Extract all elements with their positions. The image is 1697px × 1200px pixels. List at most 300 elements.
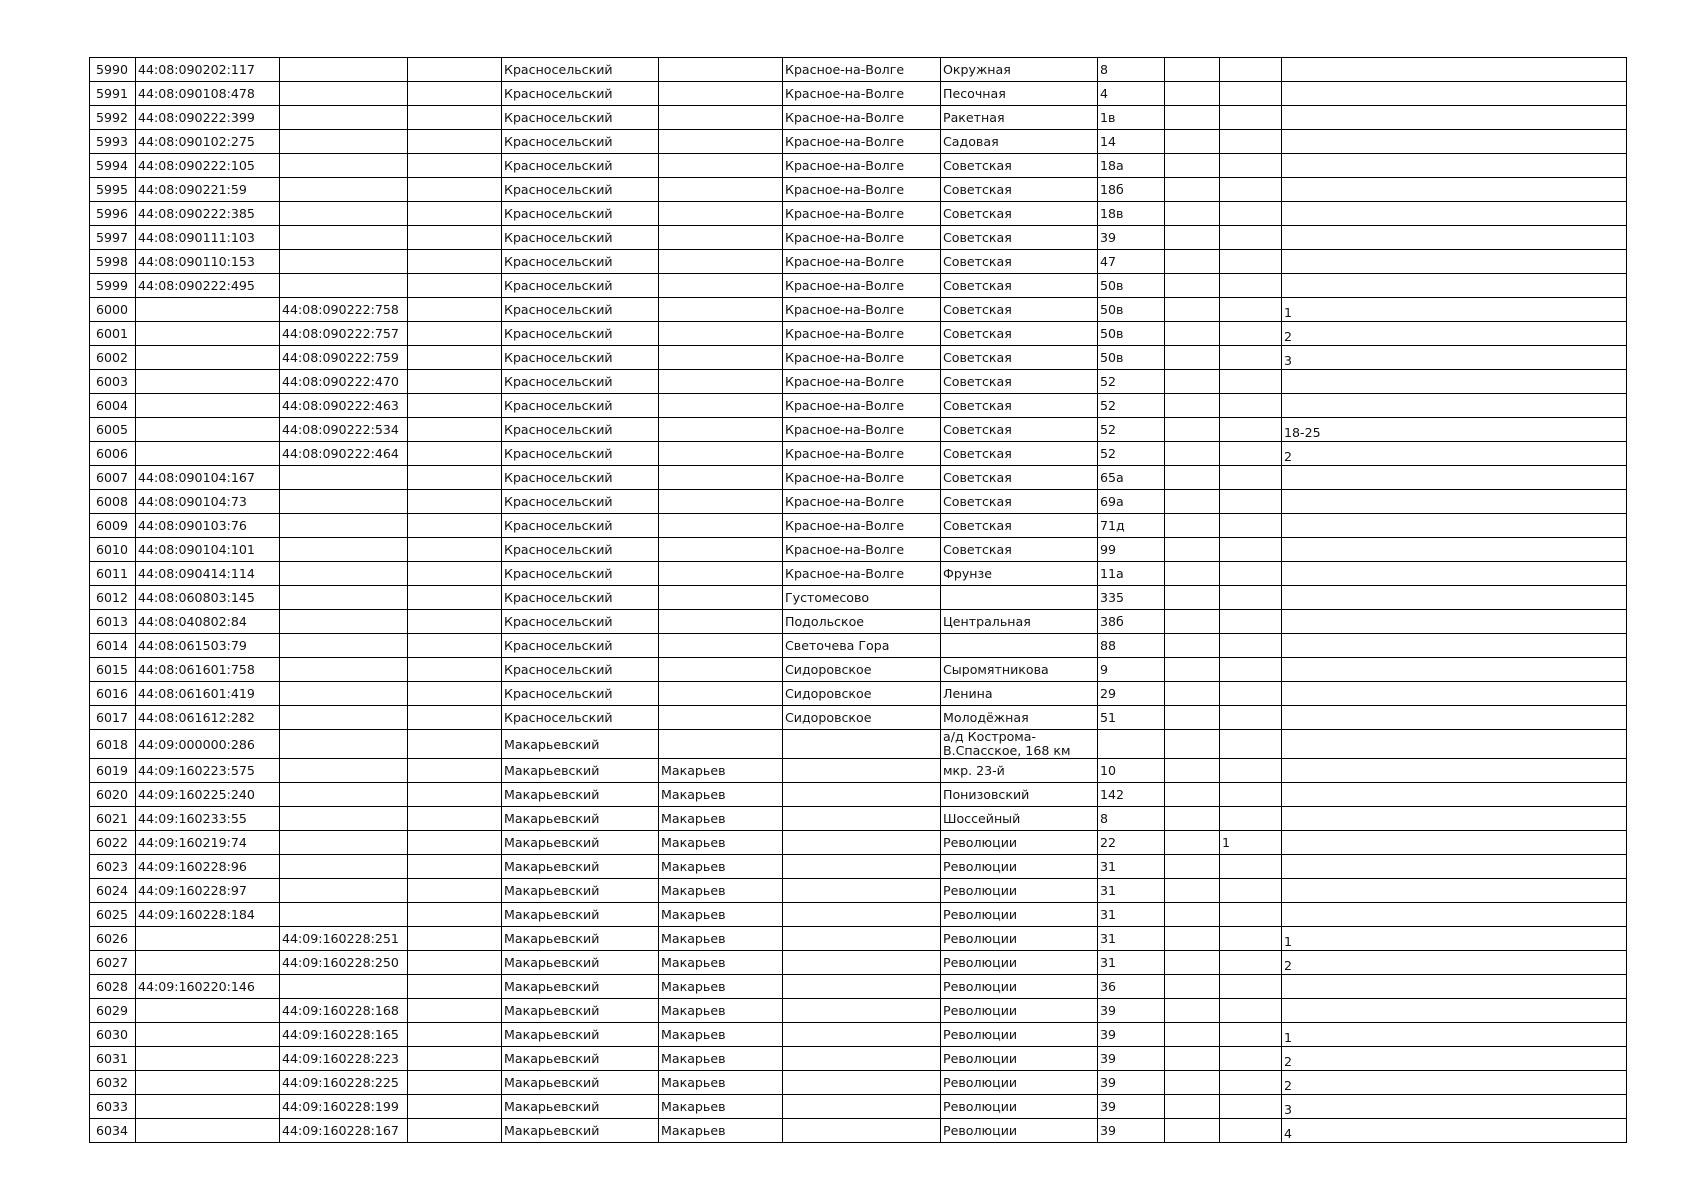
parent-cadastral-number: 44:08:090222:470 [280, 370, 408, 394]
locality-cell: Красное-на-Волге [783, 202, 941, 226]
row-number: 6003 [90, 370, 136, 394]
locality-cell: Красное-на-Волге [783, 178, 941, 202]
extra-cell [1282, 82, 1627, 106]
cadastral-number: 44:09:160220:146 [136, 975, 280, 999]
house-cell: 51 [1098, 706, 1165, 730]
flat-cell [1220, 1119, 1282, 1143]
row-number: 5999 [90, 274, 136, 298]
row-number: 6012 [90, 586, 136, 610]
house-cell: 50в [1098, 322, 1165, 346]
flat-cell [1220, 586, 1282, 610]
blank-column-a [1165, 759, 1220, 783]
town-cell: Макарьев [659, 879, 783, 903]
parent-cadastral-number [280, 130, 408, 154]
district-cell: Красносельский [502, 442, 659, 466]
blank-column-a [1165, 178, 1220, 202]
cadastral-number [136, 442, 280, 466]
empty-column [408, 154, 502, 178]
blank-column-a [1165, 658, 1220, 682]
empty-column [408, 418, 502, 442]
table-row [90, 951, 1627, 975]
street-cell: Песочная [941, 82, 1098, 106]
town-cell [659, 538, 783, 562]
parent-cadastral-number [280, 586, 408, 610]
locality-cell: Красное-на-Волге [783, 106, 941, 130]
row-number: 6008 [90, 490, 136, 514]
cadastral-number: 44:08:090221:59 [136, 178, 280, 202]
house-cell: 10 [1098, 759, 1165, 783]
locality-cell [783, 759, 941, 783]
blank-column-a [1165, 1119, 1220, 1143]
table-row [90, 490, 1627, 514]
extra-cell: 2 [1282, 951, 1627, 975]
street-cell: Революции [941, 927, 1098, 951]
district-cell: Красносельский [502, 178, 659, 202]
table-row [90, 178, 1627, 202]
parent-cadastral-number [280, 807, 408, 831]
extra-cell [1282, 202, 1627, 226]
extra-cell [1282, 490, 1627, 514]
table-row [90, 879, 1627, 903]
blank-column-a [1165, 927, 1220, 951]
house-cell: 52 [1098, 370, 1165, 394]
locality-cell: Красное-на-Волге [783, 394, 941, 418]
locality-cell [783, 927, 941, 951]
town-cell: Макарьев [659, 759, 783, 783]
town-cell: Макарьев [659, 1023, 783, 1047]
blank-column-a [1165, 490, 1220, 514]
extra-cell [1282, 106, 1627, 130]
empty-column [408, 130, 502, 154]
flat-cell [1220, 274, 1282, 298]
extra-cell [1282, 831, 1627, 855]
cadastral-number [136, 1119, 280, 1143]
district-cell: Красносельский [502, 106, 659, 130]
district-cell: Красносельский [502, 490, 659, 514]
row-number: 6016 [90, 682, 136, 706]
empty-column [408, 1047, 502, 1071]
cadastral-number: 44:08:090103:76 [136, 514, 280, 538]
table-row [90, 322, 1627, 346]
flat-cell [1220, 346, 1282, 370]
extra-cell [1282, 130, 1627, 154]
house-cell: 31 [1098, 903, 1165, 927]
parent-cadastral-number [280, 154, 408, 178]
flat-cell [1220, 927, 1282, 951]
house-cell: 29 [1098, 682, 1165, 706]
row-number: 6031 [90, 1047, 136, 1071]
row-number: 6026 [90, 927, 136, 951]
empty-column [408, 783, 502, 807]
flat-cell [1220, 658, 1282, 682]
locality-cell [783, 1119, 941, 1143]
empty-column [408, 250, 502, 274]
flat-cell [1220, 783, 1282, 807]
locality-cell: Красное-на-Волге [783, 514, 941, 538]
town-cell [659, 658, 783, 682]
parent-cadastral-number: 44:09:160228:250 [280, 951, 408, 975]
house-cell: 9 [1098, 658, 1165, 682]
cadastral-number: 44:09:000000:286 [136, 730, 280, 759]
table-row [90, 1071, 1627, 1095]
flat-cell [1220, 490, 1282, 514]
town-cell [659, 634, 783, 658]
town-cell: Макарьев [659, 1071, 783, 1095]
house-cell: 18б [1098, 178, 1165, 202]
district-cell: Макарьевский [502, 855, 659, 879]
empty-column [408, 759, 502, 783]
district-cell: Макарьевский [502, 759, 659, 783]
cadastral-number [136, 322, 280, 346]
street-cell: Шоссейный [941, 807, 1098, 831]
blank-column-a [1165, 682, 1220, 706]
table-row [90, 202, 1627, 226]
street-cell: Советская [941, 274, 1098, 298]
cadastral-number [136, 346, 280, 370]
blank-column-a [1165, 394, 1220, 418]
parent-cadastral-number [280, 250, 408, 274]
town-cell [659, 514, 783, 538]
town-cell: Макарьев [659, 999, 783, 1023]
flat-cell [1220, 538, 1282, 562]
row-number: 6019 [90, 759, 136, 783]
town-cell [659, 298, 783, 322]
extra-cell [1282, 759, 1627, 783]
street-cell: Центральная [941, 610, 1098, 634]
row-number: 6018 [90, 730, 136, 759]
district-cell: Макарьевский [502, 1023, 659, 1047]
blank-column-a [1165, 999, 1220, 1023]
district-cell: Красносельский [502, 706, 659, 730]
town-cell: Макарьев [659, 1119, 783, 1143]
street-cell: Ленина [941, 682, 1098, 706]
parent-cadastral-number [280, 903, 408, 927]
house-cell: 71д [1098, 514, 1165, 538]
locality-cell [783, 999, 941, 1023]
empty-column [408, 298, 502, 322]
table-row [90, 975, 1627, 999]
flat-cell [1220, 999, 1282, 1023]
district-cell: Макарьевский [502, 927, 659, 951]
table-row [90, 370, 1627, 394]
table-row [90, 1119, 1627, 1143]
flat-cell [1220, 130, 1282, 154]
house-cell: 39 [1098, 1023, 1165, 1047]
street-cell: Советская [941, 370, 1098, 394]
row-number: 5990 [90, 58, 136, 82]
house-cell: 39 [1098, 226, 1165, 250]
flat-cell [1220, 807, 1282, 831]
locality-cell [783, 730, 941, 759]
house-cell: 31 [1098, 879, 1165, 903]
town-cell [659, 490, 783, 514]
district-cell: Красносельский [502, 394, 659, 418]
street-cell: Советская [941, 394, 1098, 418]
district-cell: Макарьевский [502, 1119, 659, 1143]
locality-cell [783, 951, 941, 975]
flat-cell [1220, 706, 1282, 730]
locality-cell: Красное-на-Волге [783, 442, 941, 466]
table-row [90, 442, 1627, 466]
locality-cell [783, 855, 941, 879]
flat-cell [1220, 442, 1282, 466]
row-number: 6007 [90, 466, 136, 490]
row-number: 6009 [90, 514, 136, 538]
district-cell: Красносельский [502, 514, 659, 538]
locality-cell: Красное-на-Волге [783, 466, 941, 490]
flat-cell [1220, 250, 1282, 274]
row-number: 6027 [90, 951, 136, 975]
cadastral-number: 44:08:090108:478 [136, 82, 280, 106]
empty-column [408, 999, 502, 1023]
house-cell: 1в [1098, 106, 1165, 130]
house-cell [1098, 730, 1165, 759]
cadastral-number [136, 394, 280, 418]
cadastral-number [136, 298, 280, 322]
blank-column-a [1165, 1071, 1220, 1095]
table-row [90, 1023, 1627, 1047]
district-cell: Красносельский [502, 322, 659, 346]
table-row [90, 130, 1627, 154]
district-cell: Макарьевский [502, 730, 659, 759]
district-cell: Макарьевский [502, 1071, 659, 1095]
street-cell: Советская [941, 490, 1098, 514]
district-cell: Красносельский [502, 658, 659, 682]
flat-cell [1220, 514, 1282, 538]
district-cell: Красносельский [502, 634, 659, 658]
table-row [90, 466, 1627, 490]
flat-cell [1220, 178, 1282, 202]
town-cell: Макарьев [659, 903, 783, 927]
parent-cadastral-number [280, 879, 408, 903]
row-number: 6023 [90, 855, 136, 879]
street-cell: Окружная [941, 58, 1098, 82]
table-row [90, 562, 1627, 586]
extra-cell [1282, 903, 1627, 927]
empty-column [408, 951, 502, 975]
empty-column [408, 1023, 502, 1047]
locality-cell: Красное-на-Волге [783, 490, 941, 514]
extra-cell [1282, 879, 1627, 903]
extra-cell: 3 [1282, 1095, 1627, 1119]
row-number: 6001 [90, 322, 136, 346]
house-cell: 50в [1098, 298, 1165, 322]
table-row [90, 783, 1627, 807]
extra-cell: 1 [1282, 927, 1627, 951]
locality-cell [783, 1047, 941, 1071]
house-cell: 39 [1098, 999, 1165, 1023]
flat-cell [1220, 1095, 1282, 1119]
blank-column-a [1165, 442, 1220, 466]
house-cell: 14 [1098, 130, 1165, 154]
house-cell: 52 [1098, 418, 1165, 442]
empty-column [408, 538, 502, 562]
row-number: 6029 [90, 999, 136, 1023]
parent-cadastral-number: 44:09:160228:168 [280, 999, 408, 1023]
cadastral-number: 44:08:090104:101 [136, 538, 280, 562]
district-cell: Красносельский [502, 418, 659, 442]
table-row [90, 82, 1627, 106]
parent-cadastral-number [280, 562, 408, 586]
empty-column [408, 514, 502, 538]
extra-cell [1282, 783, 1627, 807]
row-number: 6015 [90, 658, 136, 682]
street-cell: Советская [941, 154, 1098, 178]
house-cell: 11а [1098, 562, 1165, 586]
town-cell [659, 154, 783, 178]
town-cell [659, 202, 783, 226]
blank-column-a [1165, 1095, 1220, 1119]
street-cell: Революции [941, 879, 1098, 903]
extra-cell [1282, 634, 1627, 658]
row-number: 6005 [90, 418, 136, 442]
blank-column-a [1165, 783, 1220, 807]
house-cell: 99 [1098, 538, 1165, 562]
parent-cadastral-number [280, 634, 408, 658]
house-cell: 39 [1098, 1047, 1165, 1071]
blank-column-a [1165, 514, 1220, 538]
row-number: 6032 [90, 1071, 136, 1095]
cadastral-number: 44:09:160228:96 [136, 855, 280, 879]
house-cell: 50в [1098, 274, 1165, 298]
empty-column [408, 274, 502, 298]
town-cell [659, 730, 783, 759]
town-cell [659, 370, 783, 394]
empty-column [408, 831, 502, 855]
street-cell: Фрунзе [941, 562, 1098, 586]
empty-column [408, 394, 502, 418]
blank-column-a [1165, 730, 1220, 759]
street-cell: Советская [941, 442, 1098, 466]
blank-column-a [1165, 154, 1220, 178]
cadastral-number: 44:08:090102:275 [136, 130, 280, 154]
town-cell [659, 346, 783, 370]
district-cell: Красносельский [502, 370, 659, 394]
flat-cell [1220, 951, 1282, 975]
empty-column [408, 562, 502, 586]
empty-column [408, 730, 502, 759]
flat-cell [1220, 1023, 1282, 1047]
extra-cell [1282, 538, 1627, 562]
extra-cell [1282, 706, 1627, 730]
flat-cell: 1 [1220, 831, 1282, 855]
house-cell: 88 [1098, 634, 1165, 658]
street-cell: Советская [941, 514, 1098, 538]
parent-cadastral-number [280, 178, 408, 202]
cadastral-number: 44:08:090111:103 [136, 226, 280, 250]
street-cell: Советская [941, 202, 1098, 226]
empty-column [408, 807, 502, 831]
blank-column-a [1165, 562, 1220, 586]
row-number: 6034 [90, 1119, 136, 1143]
flat-cell [1220, 855, 1282, 879]
parent-cadastral-number [280, 538, 408, 562]
blank-column-a [1165, 610, 1220, 634]
extra-cell [1282, 855, 1627, 879]
house-cell: 31 [1098, 927, 1165, 951]
cadastral-number: 44:08:060803:145 [136, 586, 280, 610]
parent-cadastral-number [280, 730, 408, 759]
extra-cell: 18-25 [1282, 418, 1627, 442]
cadastral-number: 44:08:090414:114 [136, 562, 280, 586]
extra-cell: 2 [1282, 322, 1627, 346]
flat-cell [1220, 418, 1282, 442]
table-row [90, 610, 1627, 634]
locality-cell: Красное-на-Волге [783, 82, 941, 106]
extra-cell [1282, 658, 1627, 682]
town-cell [659, 130, 783, 154]
extra-cell [1282, 394, 1627, 418]
empty-column [408, 658, 502, 682]
house-cell: 18в [1098, 202, 1165, 226]
row-number: 6002 [90, 346, 136, 370]
blank-column-a [1165, 879, 1220, 903]
blank-column-a [1165, 586, 1220, 610]
parent-cadastral-number [280, 226, 408, 250]
parent-cadastral-number [280, 58, 408, 82]
house-cell: 39 [1098, 1095, 1165, 1119]
street-cell: Революции [941, 1071, 1098, 1095]
table-row [90, 106, 1627, 130]
town-cell: Макарьев [659, 927, 783, 951]
district-cell: Макарьевский [502, 903, 659, 927]
row-number: 6033 [90, 1095, 136, 1119]
town-cell [659, 586, 783, 610]
town-cell [659, 274, 783, 298]
table-body [90, 58, 1627, 1143]
row-number: 6000 [90, 298, 136, 322]
house-cell: 52 [1098, 394, 1165, 418]
row-number: 5991 [90, 82, 136, 106]
flat-cell [1220, 975, 1282, 999]
empty-column [408, 466, 502, 490]
extra-cell: 1 [1282, 1023, 1627, 1047]
town-cell: Макарьев [659, 783, 783, 807]
cadastral-number: 44:08:061601:758 [136, 658, 280, 682]
locality-cell [783, 1095, 941, 1119]
street-cell: Советская [941, 226, 1098, 250]
blank-column-a [1165, 250, 1220, 274]
street-cell: Революции [941, 903, 1098, 927]
flat-cell [1220, 370, 1282, 394]
town-cell [659, 682, 783, 706]
cadastral-number: 44:08:061601:419 [136, 682, 280, 706]
town-cell [659, 562, 783, 586]
cadastral-number [136, 1047, 280, 1071]
row-number: 6020 [90, 783, 136, 807]
blank-column-a [1165, 634, 1220, 658]
street-cell: Советская [941, 466, 1098, 490]
street-cell: Революции [941, 855, 1098, 879]
table-row [90, 418, 1627, 442]
empty-column [408, 706, 502, 730]
blank-column-a [1165, 106, 1220, 130]
cadastral-number: 44:09:160233:55 [136, 807, 280, 831]
town-cell [659, 394, 783, 418]
house-cell: 69а [1098, 490, 1165, 514]
empty-column [408, 58, 502, 82]
flat-cell [1220, 298, 1282, 322]
town-cell: Макарьев [659, 831, 783, 855]
house-cell: 39 [1098, 1119, 1165, 1143]
extra-cell [1282, 274, 1627, 298]
row-number: 6010 [90, 538, 136, 562]
table-row [90, 831, 1627, 855]
town-cell [659, 82, 783, 106]
table-row [90, 154, 1627, 178]
town-cell [659, 418, 783, 442]
flat-cell [1220, 682, 1282, 706]
